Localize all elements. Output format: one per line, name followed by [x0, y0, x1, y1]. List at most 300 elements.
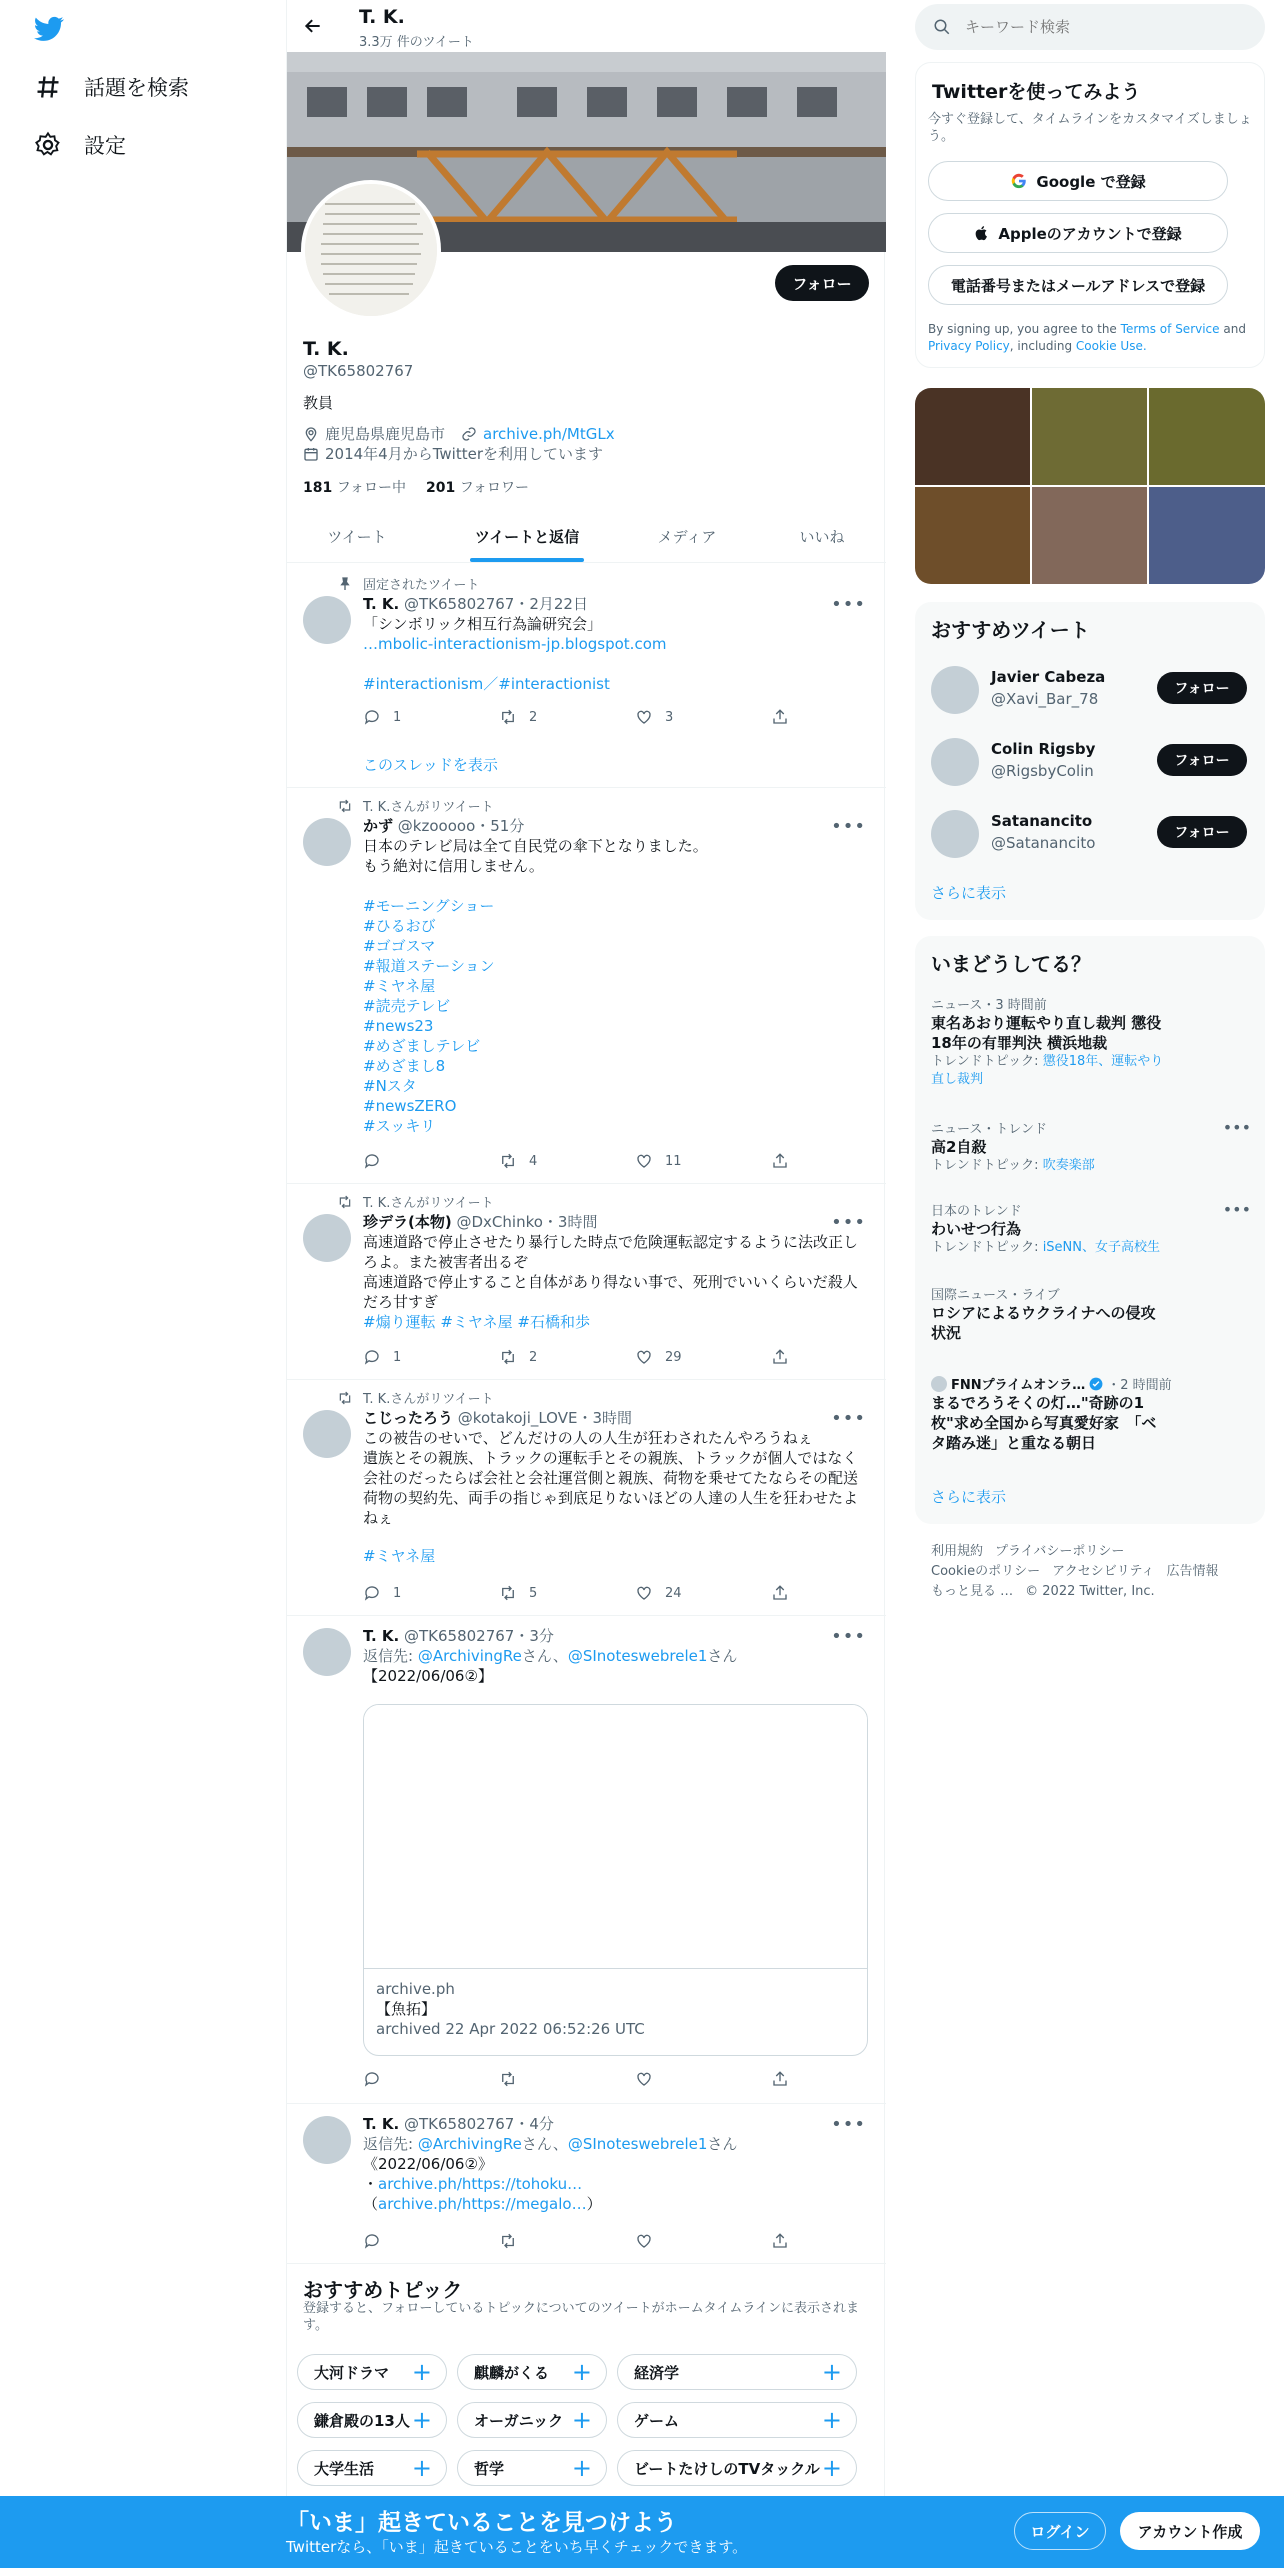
- suggestion-name[interactable]: Javier Cabeza: [991, 668, 1106, 686]
- plus-icon: +: [821, 2406, 842, 2434]
- following-label: フォロー中: [336, 480, 406, 496]
- nav-settings[interactable]: [34, 130, 126, 160]
- show-more-link[interactable]: さらに表示: [931, 884, 1007, 902]
- like-button[interactable]: [635, 1348, 771, 1366]
- more-icon[interactable]: •••: [831, 1626, 866, 1647]
- retweet-icon: [499, 708, 517, 726]
- like-button[interactable]: [635, 1152, 771, 1170]
- tweet-text: 【2022/06/06②】: [363, 1667, 493, 1685]
- link-card-domain: archive.ph: [376, 1980, 455, 1998]
- trend-item[interactable]: [931, 1374, 1251, 1453]
- footer-ads-link[interactable]: 広告情報: [1166, 1564, 1219, 1579]
- media-thumbnail[interactable]: [915, 388, 1030, 485]
- trend-category: ニュース・3 時間前: [931, 998, 1047, 1013]
- tweet-context: [337, 1388, 494, 1407]
- phone-email-signup-button[interactable]: [928, 265, 1228, 305]
- reply-icon: [363, 1584, 381, 1602]
- trend-item[interactable]: [931, 994, 1251, 1089]
- hashtag-link[interactable]: #ミヤネ屋: [363, 977, 436, 995]
- share-icon: [771, 1348, 789, 1366]
- main-column: [286, 0, 885, 2568]
- tweet-text-line: 荷物の契約先、両手の指じゃ到底足りないほどの人達の人生を狂わせたよ: [363, 1489, 859, 1507]
- pin-icon: [337, 576, 353, 592]
- footer-terms-link[interactable]: 利用規約: [931, 1544, 984, 1559]
- avatar[interactable]: [931, 666, 979, 714]
- trend-name: 18年の有罪判決 横浜地裁: [931, 1034, 1108, 1052]
- trend-category: 日本のトレンド: [931, 1204, 1022, 1219]
- suggestion-handle: @Satanancito: [991, 834, 1096, 852]
- gear-icon: [34, 131, 62, 159]
- apple-signup-label: Appleのアカウントで登録: [998, 224, 1182, 243]
- hashtag-link[interactable]: #ゴゴスマ: [363, 937, 436, 955]
- share-button[interactable]: [771, 2070, 907, 2088]
- trend-category: ニュース・トレンド: [931, 1122, 1048, 1137]
- footer-cookie-link[interactable]: Cookieのポリシー: [931, 1564, 1041, 1579]
- tweet-retweet-2[interactable]: [287, 1184, 886, 1380]
- follow-button[interactable]: フォロー: [1157, 672, 1247, 704]
- terms-including: , including: [1009, 339, 1073, 353]
- profile-avatar[interactable]: [301, 180, 441, 320]
- retweet-count: 4: [529, 1153, 538, 1169]
- reply-user-link[interactable]: @SInoteswebrele1: [567, 2135, 708, 2153]
- avatar[interactable]: [931, 810, 979, 858]
- tweet-author-name[interactable]: T. K.: [363, 1627, 400, 1645]
- topic-label: 鎌倉殿の13人: [314, 2411, 410, 2430]
- trends-title: いまどうしてる？: [931, 952, 1091, 976]
- tweet-text-line: もう絶対に信用しません。: [363, 857, 544, 875]
- suggestion-handle: @Xavi_Bar_78: [991, 690, 1099, 708]
- media-thumbnail[interactable]: [1032, 388, 1147, 485]
- followers-label: フォロワー: [459, 480, 529, 496]
- retweet-button[interactable]: [499, 2232, 635, 2250]
- profile-name: T. K.: [303, 338, 349, 360]
- plus-icon: +: [571, 2454, 592, 2482]
- tweet-retweet-3[interactable]: [287, 1380, 886, 1616]
- topic-label: 大河ドラマ: [314, 2363, 390, 2382]
- tweet-meta: @TK65802767・4分: [403, 2115, 554, 2133]
- tweet-text-line: ろよ。また被害者出るぞ: [363, 1253, 529, 1271]
- follow-suggestion[interactable]: [915, 654, 1265, 726]
- retweet-button[interactable]: [499, 2070, 635, 2088]
- bullet: ・: [363, 2175, 379, 2193]
- bottom-bar-subtitle: Twitterなら、「いま」起きていることをいち早くチェックできます。: [286, 2538, 748, 2556]
- reply-san: さん、: [521, 1647, 568, 1665]
- follow-suggestion[interactable]: [915, 798, 1265, 870]
- reply-to: [363, 2134, 866, 2154]
- tweet-context-label: T. K.さんがリツイート: [363, 1196, 494, 1211]
- trends-panel: [915, 936, 1265, 1524]
- trend-name: まるでろうそくの灯…"奇跡の1: [931, 1394, 1145, 1412]
- phone-email-signup-label: 電話番号またはメールアドレスで登録: [950, 276, 1206, 295]
- topics-title: おすすめトピック: [303, 2278, 463, 2302]
- tweet-body: [363, 594, 866, 694]
- tweet-text-line: だろ甘すぎ: [363, 1293, 439, 1311]
- retweet-count: 5: [529, 1585, 538, 1601]
- hashtag-link[interactable]: #newsZERO: [363, 1097, 457, 1115]
- paren-open: （: [363, 2195, 379, 2213]
- trend-topics-prefix: トレンドトピック:: [931, 1158, 1039, 1173]
- footer-copyright: © 2022 Twitter, Inc.: [1025, 1584, 1155, 1599]
- avatar[interactable]: [303, 1410, 351, 1458]
- share-button[interactable]: [771, 1584, 907, 1602]
- link-card-image: [364, 1705, 867, 1969]
- more-icon[interactable]: •••: [831, 1408, 866, 1429]
- topic-label: 大学生活: [314, 2459, 375, 2478]
- topic-chip[interactable]: [617, 2450, 857, 2486]
- reply-icon: [363, 2070, 381, 2088]
- reply-san: さん: [707, 1647, 738, 1665]
- hashtag-link[interactable]: #報道ステーション: [363, 957, 495, 975]
- create-account-button[interactable]: アカウント作成: [1120, 2512, 1260, 2550]
- retweet-icon: [499, 1348, 517, 1366]
- tweet-pinned[interactable]: [287, 566, 886, 788]
- reply-san: さん: [707, 2135, 738, 2153]
- tweet-context: [337, 796, 494, 815]
- tweet-body: [363, 1408, 866, 1566]
- tweet-meta: @TK65802767・2月22日: [403, 595, 588, 613]
- trend-name: 状況: [931, 1324, 962, 1342]
- follow-button[interactable]: フォロー: [1157, 816, 1247, 848]
- media-thumbnail[interactable]: [1032, 487, 1147, 584]
- reply-icon: [363, 2232, 381, 2250]
- trend-topic-link[interactable]: 懲役18年、運転やり: [1042, 1054, 1164, 1069]
- share-icon: [771, 1584, 789, 1602]
- tweet-text: 《2022/06/06②》: [363, 2155, 493, 2173]
- plus-icon: +: [821, 2358, 842, 2386]
- reply-count: 1: [393, 1585, 402, 1601]
- trend-item[interactable]: [931, 1284, 1251, 1343]
- hashtag-link[interactable]: #Nスタ: [363, 1077, 417, 1095]
- retweet-button[interactable]: [499, 1152, 635, 1170]
- plus-icon: +: [411, 2454, 432, 2482]
- heart-icon: [635, 708, 653, 726]
- reply-button[interactable]: [363, 708, 499, 726]
- source-avatar: [931, 1376, 947, 1392]
- tweet-author-name[interactable]: かず: [363, 817, 394, 835]
- tab-likes[interactable]: いいね: [799, 527, 845, 546]
- media-thumbnail[interactable]: [1149, 487, 1265, 584]
- hashtag-link[interactable]: #読売テレビ: [363, 997, 451, 1015]
- tab-media[interactable]: メディア: [657, 527, 717, 546]
- hashtag-link[interactable]: #モーニングショー: [363, 897, 495, 915]
- tweet-text: 「シンボリック相互行為論研究会」: [363, 615, 603, 633]
- heart-icon: [635, 1348, 653, 1366]
- hashtag-link[interactable]: #めざましテレビ: [363, 1037, 481, 1055]
- plus-icon: +: [821, 2454, 842, 2482]
- reply-count: 1: [393, 1349, 402, 1365]
- like-button[interactable]: [635, 2232, 771, 2250]
- topic-label: オーガニック: [474, 2411, 564, 2430]
- footer-more-link[interactable]: もっと見る …: [931, 1584, 1014, 1599]
- heart-icon: [635, 1152, 653, 1170]
- tweet-link[interactable]: archive.ph/https://tohoku…: [378, 2175, 583, 2193]
- more-icon[interactable]: •••: [831, 816, 866, 837]
- tweet-actions: [363, 1152, 907, 1170]
- tweet-text-line: ねぇ: [363, 1509, 394, 1527]
- hashtag-link[interactable]: #news23: [363, 1017, 434, 1035]
- share-icon: [771, 2070, 789, 2088]
- plus-icon: +: [571, 2406, 592, 2434]
- heart-icon: [635, 2232, 653, 2250]
- tweet-meta: @kzooooo・51分: [397, 817, 525, 835]
- like-button[interactable]: [635, 708, 771, 726]
- trend-item[interactable]: [931, 1118, 1251, 1175]
- more-icon[interactable]: •••: [1222, 1118, 1251, 1137]
- signup-terms: [928, 321, 1258, 355]
- like-count: 24: [665, 1585, 682, 1601]
- tweet-text-line: 高速道路で停止すること自体があり得ない事で、死刑でいいくらいだ殺人: [363, 1273, 858, 1291]
- tweet-author-name[interactable]: T. K.: [363, 2115, 400, 2133]
- profile-location: 鹿児島県鹿児島市: [325, 425, 446, 443]
- retweet-icon: [337, 1194, 353, 1210]
- media-thumbnail[interactable]: [1149, 388, 1265, 485]
- profile-url[interactable]: archive.ph/MtGLx: [483, 424, 615, 443]
- tweet-author-name[interactable]: T. K.: [363, 595, 400, 613]
- avatar[interactable]: [303, 2116, 351, 2164]
- followers-count: 201: [426, 480, 456, 496]
- topic-chip[interactable]: [457, 2402, 607, 2438]
- share-button[interactable]: [771, 1152, 907, 1170]
- media-thumbnail[interactable]: [915, 487, 1030, 584]
- hashtag-link[interactable]: #ひるおび: [363, 917, 436, 935]
- tweet-actions: [363, 708, 907, 726]
- tweet-hashtags[interactable]: #interactionism／#interactionist: [363, 675, 610, 693]
- search-box[interactable]: [915, 4, 1265, 50]
- reply-user-link[interactable]: @SInoteswebrele1: [567, 1647, 708, 1665]
- topic-chip[interactable]: [457, 2450, 607, 2486]
- reply-icon: [363, 1348, 381, 1366]
- topic-chip[interactable]: [297, 2450, 447, 2486]
- followers-link[interactable]: [426, 477, 529, 497]
- back-arrow-icon[interactable]: [303, 16, 323, 36]
- hashtag-link[interactable]: #スッキリ: [363, 1117, 436, 1135]
- reply-button[interactable]: [363, 1152, 499, 1170]
- tweet-meta: @DxChinko・3時間: [456, 1213, 598, 1231]
- avatar[interactable]: [303, 818, 351, 866]
- topics-desc: 登録すると、フォローしているトピックについてのツイートがホームタイムラインに表示されます。: [303, 2301, 860, 2333]
- retweet-icon: [499, 2070, 517, 2088]
- tweet-retweet-1[interactable]: [287, 788, 886, 1184]
- avatar[interactable]: [931, 738, 979, 786]
- like-button[interactable]: [635, 2070, 771, 2088]
- profile-joined: 2014年4月からTwitterを利用しています: [325, 445, 603, 463]
- terms-link[interactable]: Terms of Service: [1120, 322, 1220, 336]
- profile-counts: [303, 477, 529, 497]
- trend-topic-link[interactable]: 吹奏楽部: [1042, 1158, 1095, 1173]
- show-more-link[interactable]: さらに表示: [931, 1488, 1007, 1506]
- trend-name: 高2自殺: [931, 1138, 987, 1156]
- share-icon: [771, 2232, 789, 2250]
- topic-chip[interactable]: [617, 2402, 857, 2438]
- tweet-text-line: 日本のテレビ局は全て自民党の傘下となりました。: [363, 837, 708, 855]
- reply-button[interactable]: [363, 1348, 499, 1366]
- heart-icon: [635, 2070, 653, 2088]
- suggestion-name[interactable]: Satanancito: [991, 812, 1093, 830]
- twitter-logo-icon[interactable]: [34, 16, 64, 42]
- tweet-text-line: 高速道路で停止させたり暴行した時点で危険運転認定するように法改正し: [363, 1233, 859, 1251]
- google-signup-button[interactable]: [928, 161, 1228, 201]
- tweet-hashtags[interactable]: #煽り運転 #ミヤネ屋 #石橋和歩: [363, 1313, 590, 1331]
- retweet-button[interactable]: [499, 1584, 635, 1602]
- tweet-actions: [363, 2232, 907, 2250]
- retweet-icon: [499, 2232, 517, 2250]
- tweet-text-line: 遺族とその親族、トラックの運転手とその親族、トラックが個人ではなく: [363, 1449, 858, 1467]
- tab-tweets-and-replies[interactable]: ツイートと返信: [474, 527, 580, 546]
- trend-topic-link[interactable]: iSeNN、女子高校生: [1042, 1240, 1160, 1255]
- signup-title: Twitterを使ってみよう: [932, 81, 1141, 103]
- reply-button[interactable]: [363, 1584, 499, 1602]
- profile-joined-row: [303, 443, 603, 464]
- bottom-signup-bar: [0, 2496, 1284, 2568]
- topic-chip[interactable]: [617, 2354, 857, 2390]
- footer-accessibility-link[interactable]: アクセシビリティ: [1052, 1564, 1155, 1579]
- trend-time: ・2 時間前: [1107, 1378, 1172, 1393]
- trend-name: ロシアによるウクライナへの侵攻: [931, 1304, 1156, 1322]
- tweet-meta: @TK65802767・3分: [403, 1627, 554, 1645]
- active-tab-indicator: [470, 558, 584, 562]
- nav-explore[interactable]: [34, 72, 189, 102]
- trend-item[interactable]: [931, 1200, 1251, 1257]
- hashtag-link[interactable]: #めざまし8: [363, 1057, 446, 1075]
- share-button[interactable]: [771, 2232, 907, 2250]
- signup-desc: 今すぐ登録して、タイムラインをカスタマイズしましょう。: [928, 112, 1252, 144]
- tweet-link[interactable]: …mbolic-interactionism-jp.blogspot.com: [363, 635, 667, 653]
- verified-badge-icon: [1089, 1377, 1103, 1391]
- tweet-body: [363, 1212, 866, 1332]
- search-input[interactable]: [965, 18, 1225, 36]
- signup-panel: [915, 62, 1265, 368]
- apple-signup-button[interactable]: [928, 213, 1228, 253]
- trend-category: 国際ニュース・ライブ: [931, 1288, 1060, 1303]
- tweet-reply-1[interactable]: [287, 1616, 886, 2104]
- retweet-button[interactable]: [499, 708, 635, 726]
- avatar[interactable]: [303, 1214, 351, 1262]
- topic-chip[interactable]: [297, 2354, 447, 2390]
- profile-header: [287, 0, 886, 52]
- location-icon: [303, 426, 319, 442]
- tweet-meta: @kotakoji_LOVE・3時間: [457, 1409, 633, 1427]
- share-button[interactable]: [771, 708, 907, 726]
- reply-user-link[interactable]: @ArchivingRe: [417, 1647, 522, 1665]
- tweet-body: [363, 816, 866, 1136]
- follow-suggestion[interactable]: [915, 726, 1265, 798]
- search-icon: [933, 18, 951, 36]
- paren-close: ）: [586, 2195, 602, 2213]
- link-icon: [461, 426, 477, 442]
- more-icon[interactable]: •••: [831, 2114, 866, 2135]
- tweet-actions: [363, 2070, 907, 2088]
- show-thread-link[interactable]: このスレッドを表示: [363, 756, 498, 774]
- more-icon[interactable]: •••: [1222, 1200, 1251, 1219]
- tab-tweets[interactable]: ツイート: [327, 527, 387, 546]
- topic-label: 哲学: [474, 2459, 505, 2478]
- trend-name: 東名あおり運転やり直し裁判 懲役: [931, 1014, 1162, 1032]
- profile-handle: @TK65802767: [303, 362, 414, 380]
- topic-label: ゲーム: [634, 2411, 680, 2430]
- hashtag-icon: [34, 73, 62, 101]
- topic-chip[interactable]: [297, 2402, 447, 2438]
- terms-text: By signing up, you agree to the: [928, 322, 1117, 336]
- reply-icon: [363, 1152, 381, 1170]
- reply-prefix: 返信先:: [363, 1647, 414, 1665]
- left-nav: [0, 0, 286, 2568]
- retweet-button[interactable]: [499, 1348, 635, 1366]
- plus-icon: +: [411, 2358, 432, 2386]
- who-to-follow-panel: [915, 602, 1265, 920]
- reply-user-link[interactable]: @ArchivingRe: [417, 2135, 522, 2153]
- profile-follow-button[interactable]: フォロー: [775, 265, 869, 301]
- nav-explore-label: 話題を検索: [84, 76, 189, 100]
- tweet-link[interactable]: archive.ph/https://megalo…: [378, 2195, 587, 2213]
- tweet-context: [337, 574, 479, 593]
- following-link[interactable]: [303, 477, 406, 497]
- tweet-context: [337, 1192, 494, 1211]
- profile-meta-row: [303, 423, 615, 444]
- trend-name: タ踏み迷」と重なる朝日: [931, 1434, 1097, 1452]
- reply-button[interactable]: [363, 2070, 499, 2088]
- more-icon[interactable]: •••: [831, 594, 866, 615]
- login-button[interactable]: ログイン: [1014, 2512, 1106, 2550]
- avatar[interactable]: [303, 1628, 351, 1676]
- like-count: 3: [665, 709, 674, 725]
- retweet-icon: [337, 1390, 353, 1406]
- topic-label: 麒麟がくる: [474, 2363, 550, 2382]
- trend-name: わいせつ行為: [931, 1220, 1022, 1238]
- retweet-icon: [499, 1584, 517, 1602]
- trend-topic-link[interactable]: 直し裁判: [931, 1072, 984, 1087]
- topic-chip[interactable]: [457, 2354, 607, 2390]
- share-button[interactable]: [771, 1348, 907, 1366]
- header-name: T. K.: [359, 6, 405, 28]
- more-icon[interactable]: •••: [831, 1212, 866, 1233]
- footer-privacy-link[interactable]: プライバシーポリシー: [995, 1544, 1125, 1559]
- share-icon: [771, 708, 789, 726]
- avatar-image: [305, 184, 437, 316]
- link-card-desc: archived 22 Apr 2022 06:52:26 UTC: [376, 2020, 645, 2038]
- calendar-icon: [303, 446, 319, 462]
- apple-icon: [974, 224, 990, 242]
- topic-label: 経済学: [634, 2363, 680, 2382]
- retweet-icon: [499, 1152, 517, 1170]
- reply-icon: [363, 708, 381, 726]
- heart-icon: [635, 1584, 653, 1602]
- reply-san: さん、: [521, 2135, 568, 2153]
- topic-label: ビートたけしのTVタックル: [634, 2459, 820, 2478]
- trend-topics-prefix: トレンドトピック:: [931, 1054, 1039, 1069]
- tweet-reply-2[interactable]: [287, 2104, 886, 2264]
- tweet-author-name[interactable]: こじったろう: [363, 1409, 454, 1427]
- like-button[interactable]: [635, 1584, 771, 1602]
- tweet-context-label: 固定されたツイート: [363, 578, 480, 593]
- follow-button[interactable]: フォロー: [1157, 744, 1247, 776]
- tweet-author-name[interactable]: 珍デラ(本物): [363, 1213, 452, 1231]
- cookie-link[interactable]: Cookie Use.: [1075, 339, 1147, 353]
- retweet-icon: [337, 798, 353, 814]
- reply-count: 1: [393, 709, 402, 725]
- suggestion-handle: @RigsbyColin: [991, 762, 1094, 780]
- reply-button[interactable]: [363, 2232, 499, 2250]
- retweet-count: 2: [529, 709, 538, 725]
- nav-settings-label: 設定: [84, 134, 126, 158]
- link-card[interactable]: [363, 1704, 868, 2056]
- avatar[interactable]: [303, 596, 351, 644]
- suggestion-name[interactable]: Colin Rigsby: [991, 740, 1096, 758]
- like-count: 11: [665, 1153, 682, 1169]
- reply-to: [363, 1646, 866, 1666]
- privacy-link[interactable]: Privacy Policy: [928, 339, 1010, 353]
- plus-icon: +: [571, 2358, 592, 2386]
- tweet-hashtags[interactable]: #ミヤネ屋: [363, 1547, 436, 1565]
